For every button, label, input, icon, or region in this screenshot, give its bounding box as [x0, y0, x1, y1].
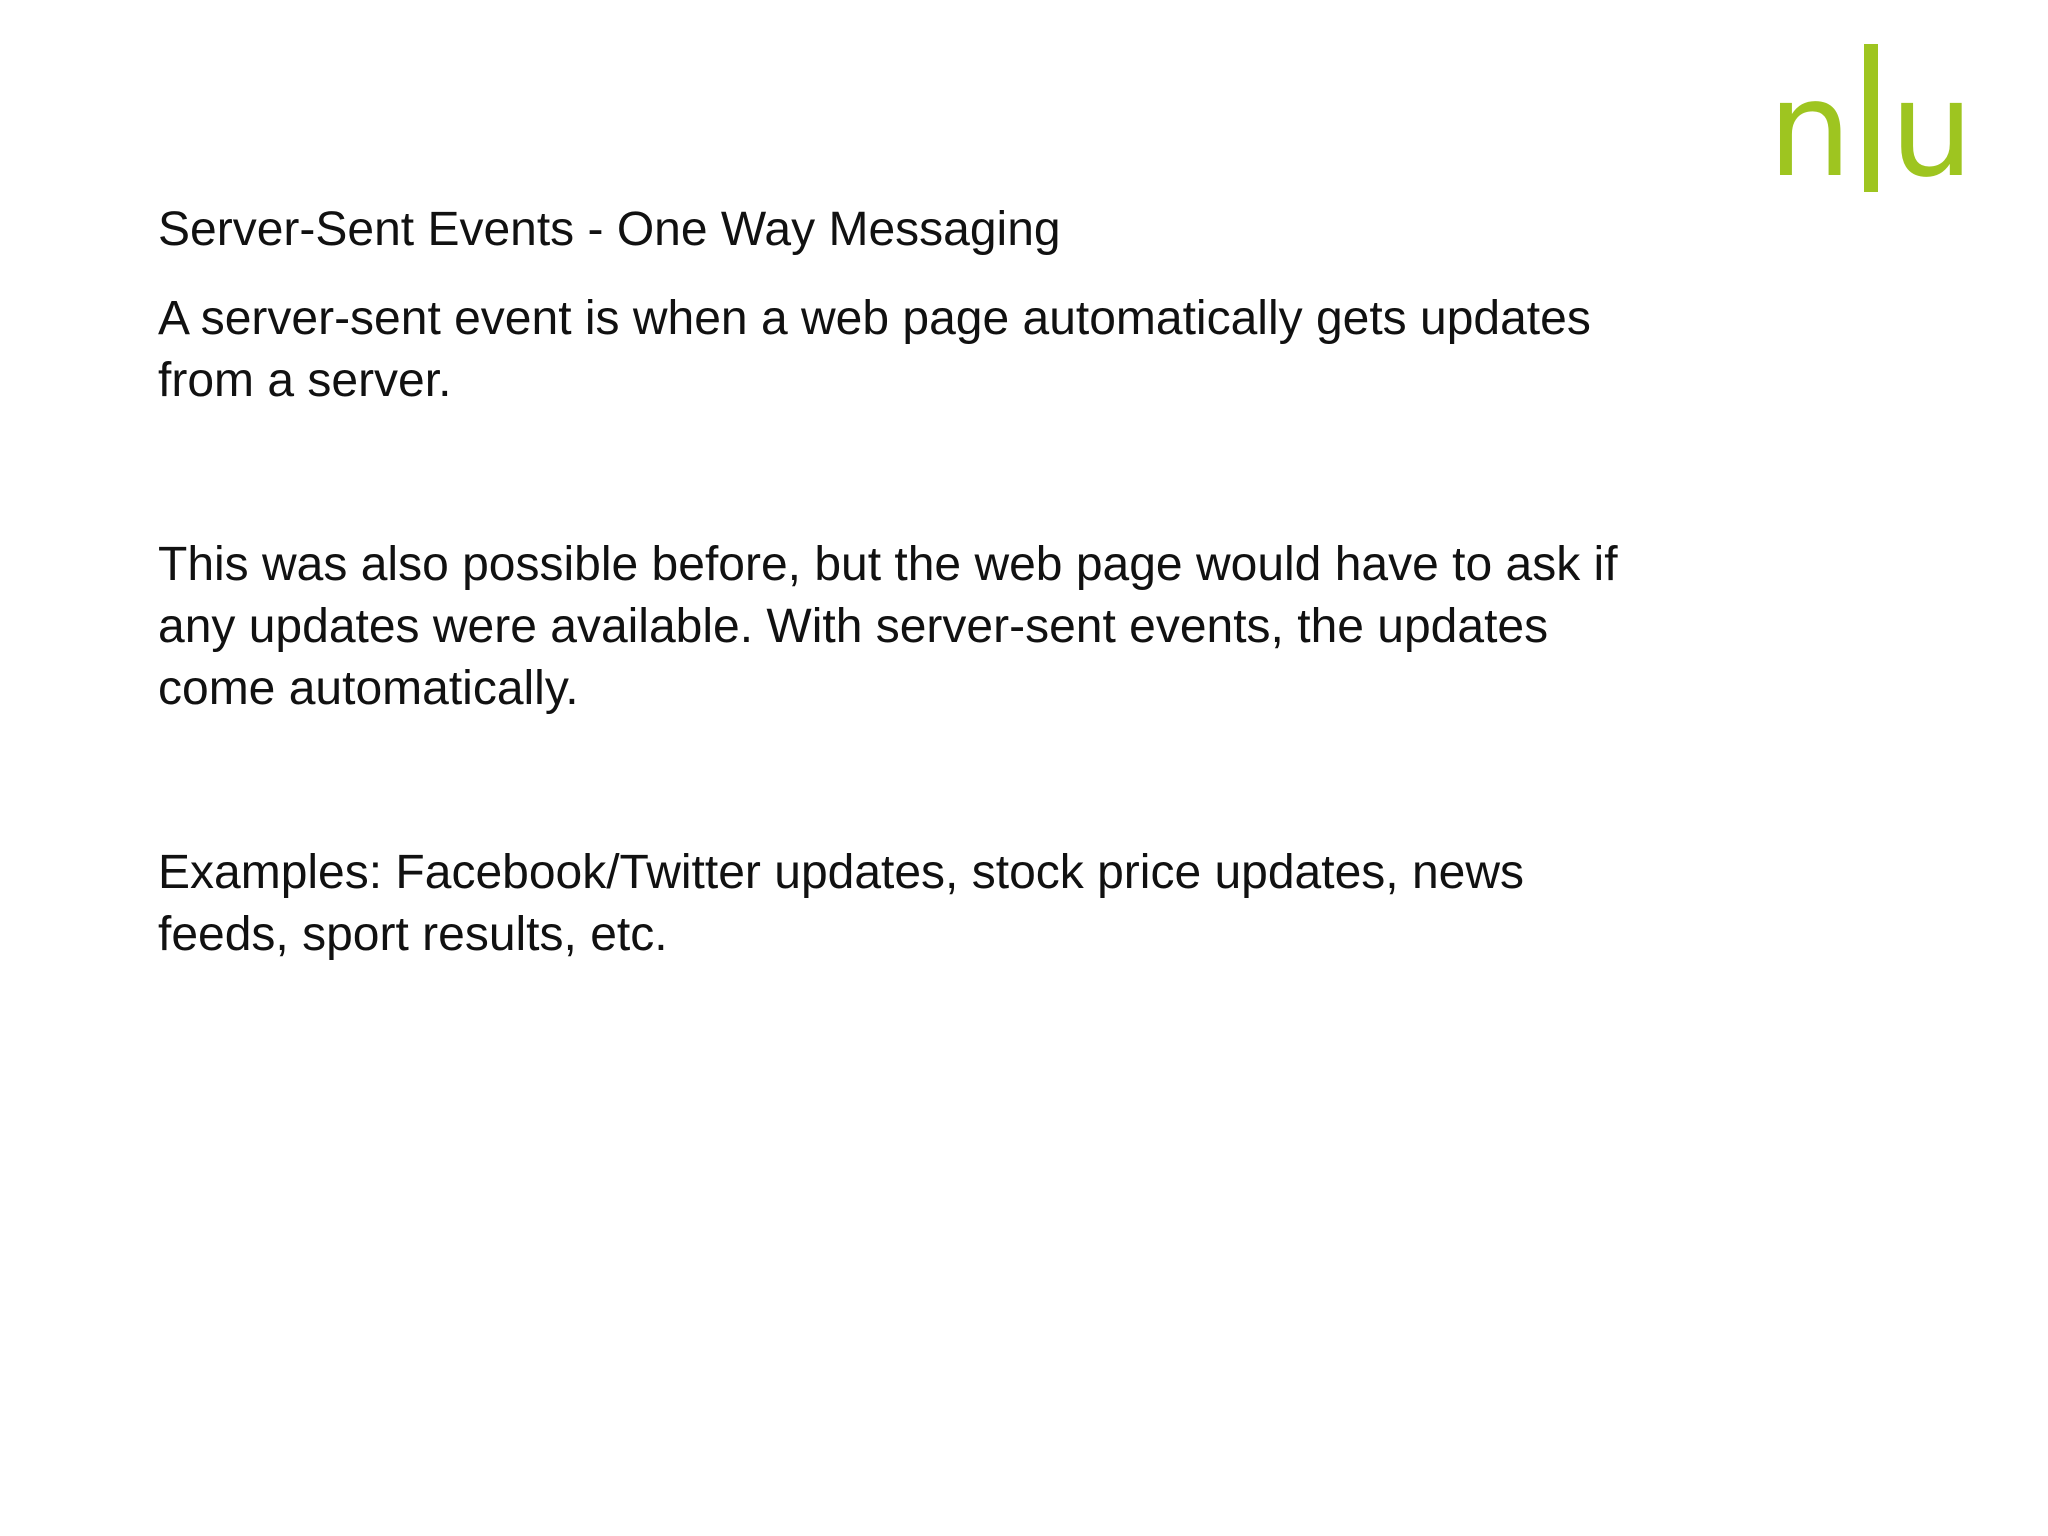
logo-letter-n: n	[1768, 53, 1852, 207]
paragraph-comparison: This was also possible before, but the web page would have to ask if any updates were available. With server-sent events, the updates come automatically.	[158, 538, 1618, 715]
paragraph-definition: A server-sent event is when a web page automatically gets updates from a server.	[158, 292, 1591, 407]
slide-content	[158, 200, 1658, 966]
logo-letter-u: u	[1890, 53, 1974, 207]
paragraph-examples: Examples: Facebook/Twitter updates, stock price updates, news feeds, sport results, etc.	[158, 846, 1525, 961]
logo-divider	[1864, 44, 1878, 192]
nu-logo	[1768, 44, 1978, 207]
slide-title: Server-Sent Events - One Way Messaging	[158, 203, 1061, 256]
